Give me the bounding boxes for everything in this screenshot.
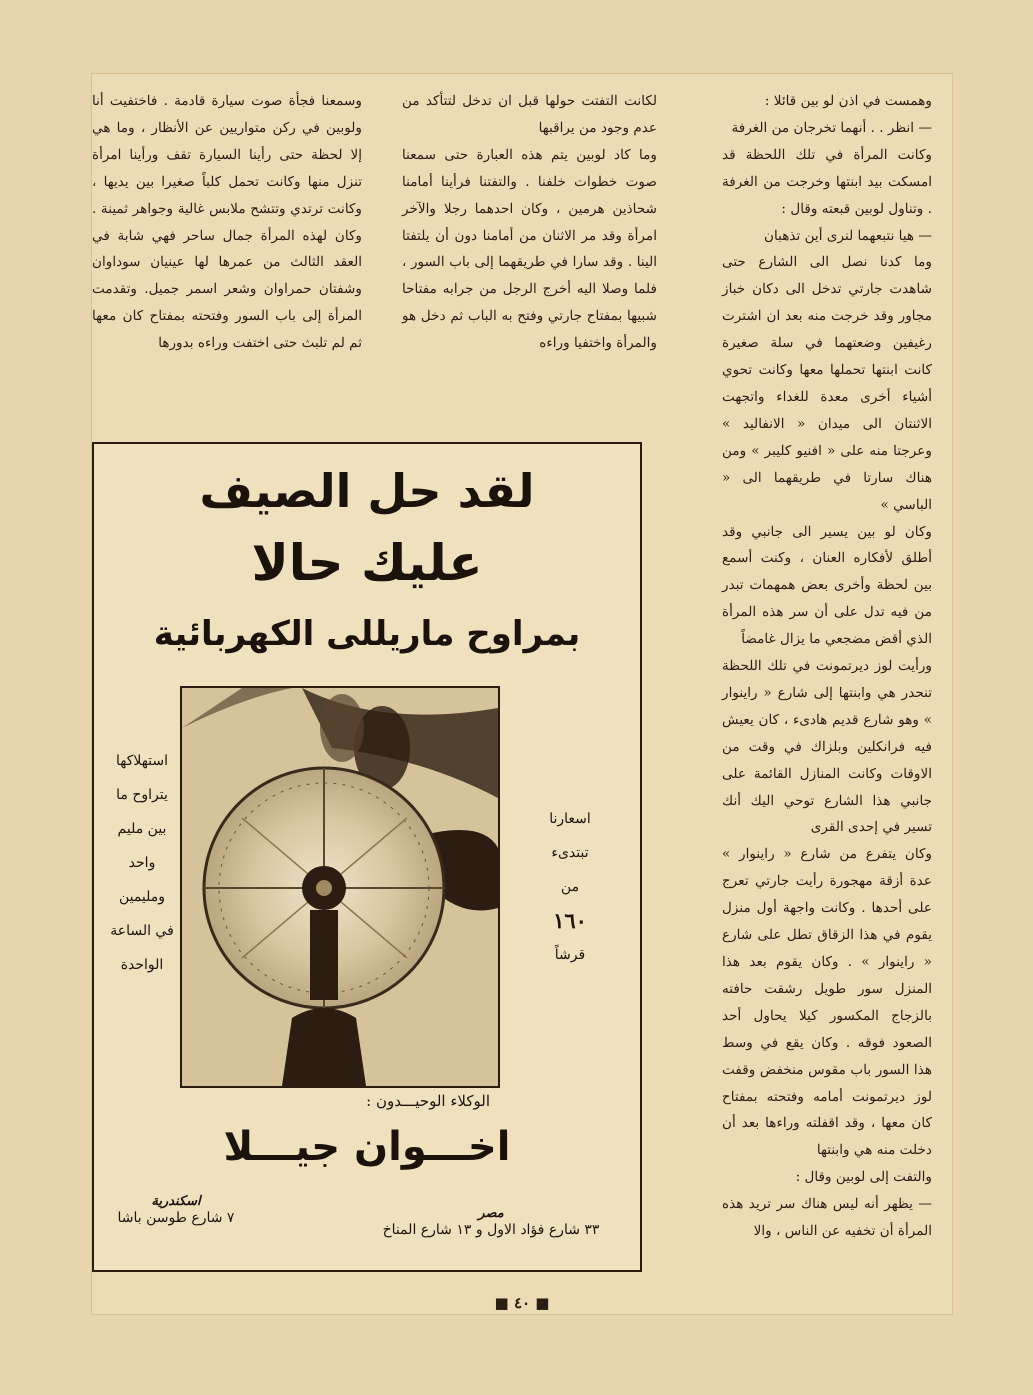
text-line: من [560,879,580,895]
paragraph: وهمست في اذن لو بين قائلا : [764,93,932,109]
article-column-right [722,88,932,1238]
address-text: ٧ شارع طوسن باشا [117,1210,235,1226]
paragraph: وكان لو بين يسير الى جانبي وقد أطلق لأفكاره العنان ، وكنت أسمع بين لحظة وأخرى بعض همهمات تبدر من فيه تدل على أن سر هذه المرأة الذي أقض مضجعي ما يزال غامضاً [722,523,932,648]
paragraph: لكانت التفتت حولها قبل ان تدخل لتتأكد من عدم وجود من يراقبها [402,93,657,136]
paragraph: وما كدنا نصل الى الشارع حتى شاهدت جارتي تدخل الى دكان خباز مجاور وقد خرجت منه بعد ان اشترت رغيفين وضعتهما في سلة صغيرة كانت ابنتها تحملها معها وكانت تحوي أشياء أخرى معدة للغداء واتجهت الاثنتان الى ميدان « الانفاليد » وعرجتا منه على « افنيو كليبر » ومن هناك سارتا في طريقهما الى « الباسي » [722,254,932,513]
paragraph: وما كاد لوبين يتم هذه العبارة حتى سمعنا صوت خطوات خلفنا . والتفتنا فرأينا أمامنا شحاذين هرمين ، وكان احدهما رجلا والآخر امرأة وقد مر الاثنان من أمامنا دون أن يلتفتا الينا . وقد سارا في طريقهما إلى باب السور ، فلما وصلا اليه أخرج الرجل من جرابه مفتاحا شبيها بمفتاح جارتي وفتح به الباب ثم دخل هو والمرأة واختفيا وراءه [402,146,657,352]
paragraph: وسمعنا فجأة صوت سيارة قادمة . فاختفيت أنا ولوبين في ركن متواريين عن الأنظار ، وما هي إلا لحظة حتى رأينا السيارة تقف ورأينا امرأة تنزل منها وكانت تحمل كلباً صغيرا بين يديها ، وكانت ترتدي وتتشح ملابس غالية وجواهر ثمينة . وكان لهذه المرأة جمال ساحر فهي شابة في العقد الثالث من عمرها لها عينيان سوداوان وشفتان حمراوان وشعر اسمر جميل. وتقدمت المرأة إلى باب السور وفتحته بمفتاح كان معها ثم لم تلبث حتى اختفت وراءه بدورها [92,93,362,352]
text-line: تبتدىء [551,845,589,861]
address-text: ٣٣ شارع فؤاد الاول و ١٣ شارع المناخ [382,1222,600,1238]
agents-name: اخـــوان جيـــلا [223,1124,511,1170]
ad-price-text [510,802,630,972]
paragraph: والتفت إلى لوبين وقال : [795,1169,932,1186]
ad-headline-product: بمراوح ماريللى الكهربائية [153,614,581,654]
magazine-page [92,74,952,1314]
paragraph: ورأيت لوز ديرتمونت في تلك اللحظة تنحدر هي وابنتها إلى شارع « راينوار » وهو شارع قديم هادىء ، كان يعيش فيه فرانكلين وبلزاك في وقت من الاوقات وكانت المنازل القائمة على جانبي هذا الشارع توحي اليك أنك تسير في إحدى القرى [722,658,932,836]
paragraph: — يظهر أنه ليس هناك سر تريد هذه المرأة أن تخفيه عن الناس ، والا [722,1196,932,1240]
article-column-middle [402,88,657,388]
city-label: اسكندرية [151,1194,201,1209]
electric-fan-icon [180,686,500,1088]
text-line: اسعارنا [549,811,591,827]
text-line: الواحدة [120,957,164,973]
ad-headline-now: عليك حالا [251,534,483,592]
ad-consumption-text [106,744,178,982]
page-number: ■ ٤٠ ■ [494,1294,550,1312]
agents-label: الوكلاء الوحيـــدون : [366,1092,490,1110]
article-column-left [92,88,362,388]
city-label: مصر [478,1206,504,1221]
text-line: ومليمين [118,889,166,905]
alexandria-address [106,1194,246,1226]
paragraph: — هيا نتبعهما لنرى أين تذهبان [763,227,932,244]
text-line: يتراوح ما [116,787,168,803]
paragraph: وكان يتفرع من شارع « راينوار » عدة أزقة مهجورة رأيت جارتي تعرج على أحدها . وكانت واجهة أول منزل يقوم في هذا الزقاق تطل على شارع « راينوار » . وكان يقوم بعد هذا المنزل سور طويل رشقت حافته بالزجاج المكسور كيلا يحاول أحد الصعود فوقه . وكان يقع في وسط هذا السور باب مقوس منخفض وقفت لوز ديرتمونت أمامه وفتحته بمفتاح كان معها ، وقد اقفلته وراءها بعد أن دخلت منه هي وابنتها [722,846,932,1159]
price-value: ١٦٠ [553,908,587,933]
paragraph: وكانت المرأة في تلك اللحظة قد امسكت بيد ابنتها وخرجت من الغرفة . وتناول لوبين قبعته وقال : [722,146,932,217]
fan-advertisement [92,442,642,1272]
cairo-address [356,1206,626,1238]
ad-headline-summer: لقد حل الصيف [199,464,535,518]
price-unit: قرشاً [554,947,586,963]
paragraph: — انظر . . أنهما تخرجان من الغرفة [731,119,932,136]
text-line: واحد [128,855,156,871]
text-line: في الساعة [110,923,174,939]
text-line: استهلاكها [115,753,169,769]
text-line: بين مليم [117,821,167,837]
